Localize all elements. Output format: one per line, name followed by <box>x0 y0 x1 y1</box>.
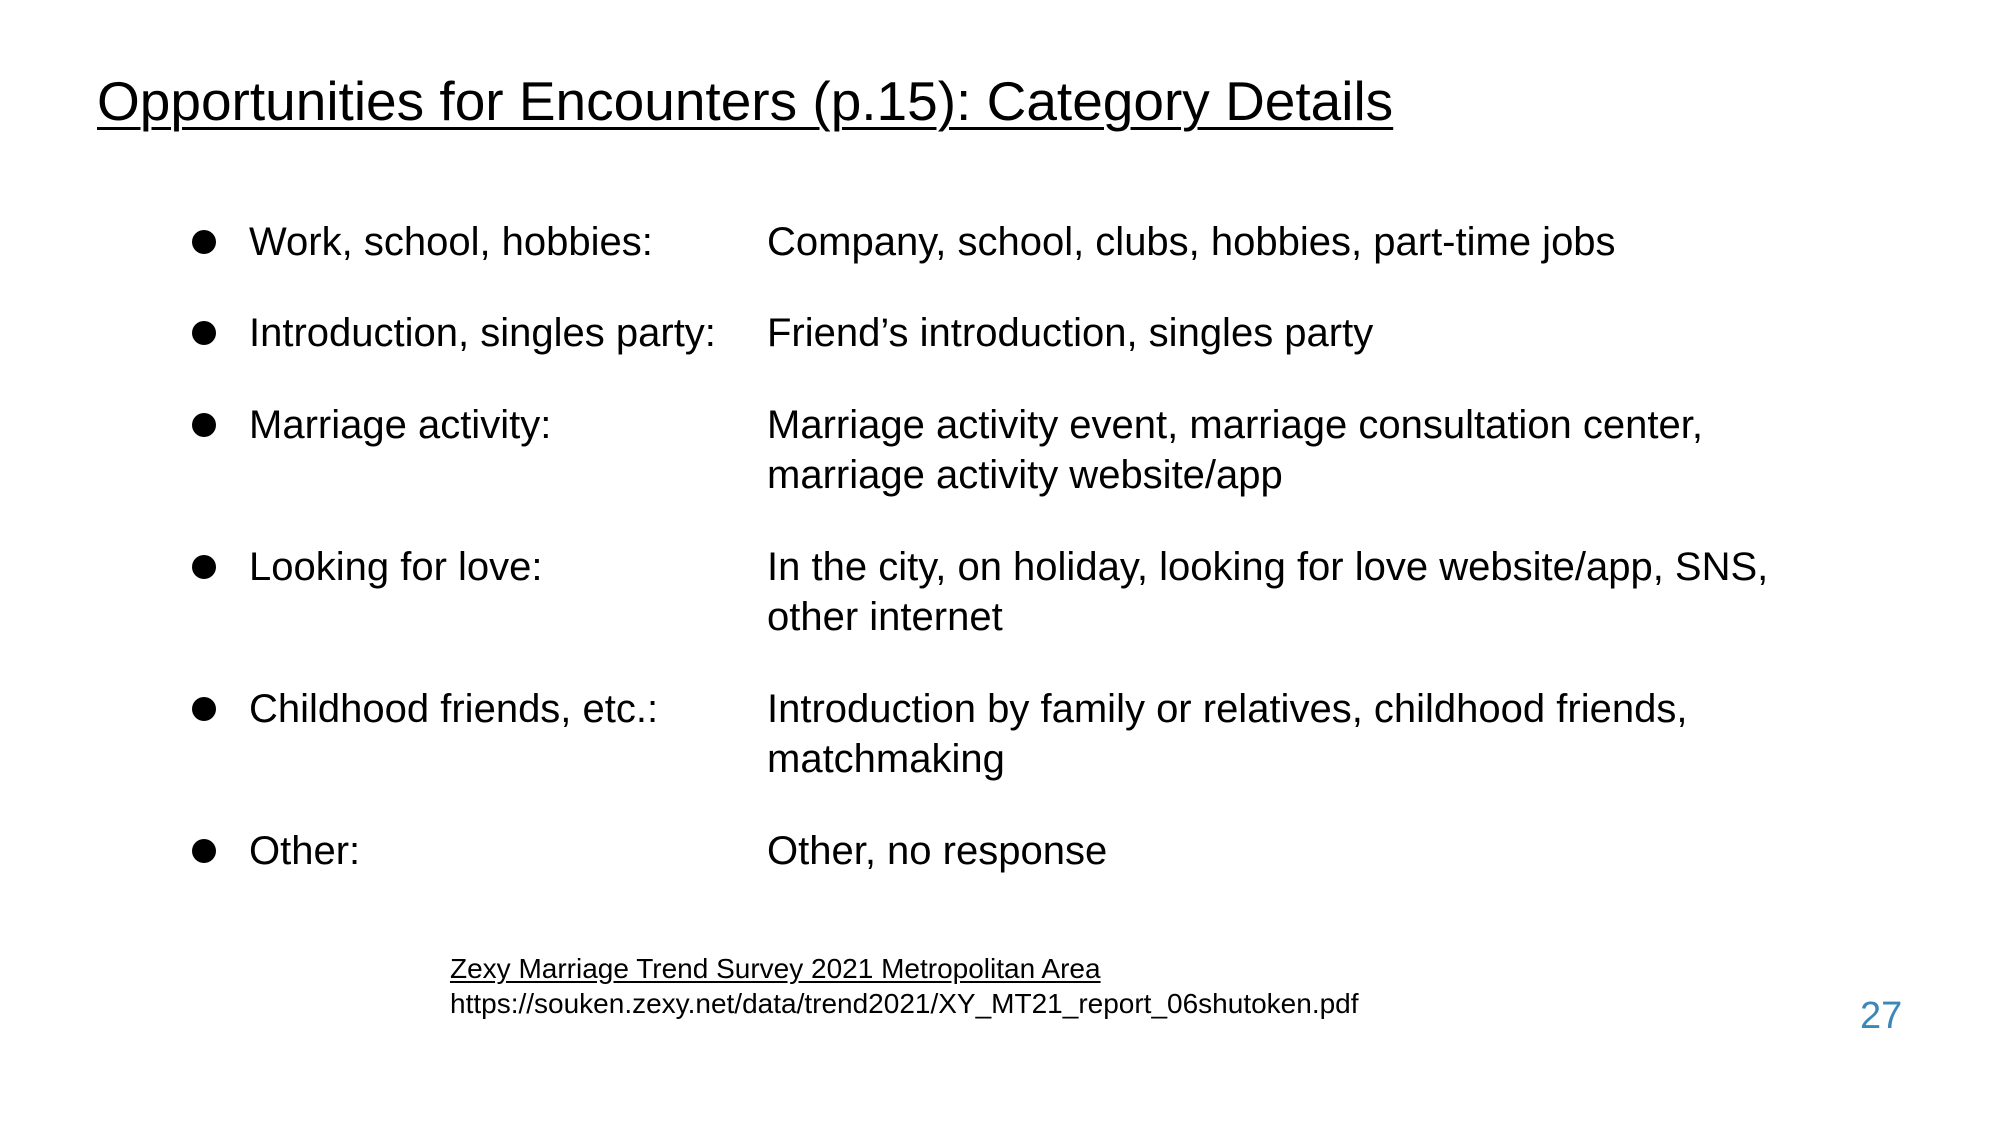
bullet-icon <box>192 321 216 345</box>
category-detail <box>767 308 1373 358</box>
page-number: 27 <box>1860 995 1903 1037</box>
category-detail <box>767 217 1616 267</box>
detail-line: Marriage activity event, marriage consultation center, <box>767 403 1703 447</box>
bullet-icon <box>192 230 216 254</box>
category-label: Looking for love: <box>249 545 543 589</box>
bullet-icon <box>192 697 216 721</box>
detail-line: In the city, on holiday, looking for love website/app, SNS, <box>767 545 1769 589</box>
category-detail <box>767 542 1768 642</box>
detail-line: marriage activity website/app <box>767 453 1283 497</box>
category-label: Childhood friends, etc.: <box>249 687 659 731</box>
category-detail <box>767 684 1687 784</box>
slide-title: Opportunities for Encounters (p.15): Category Details <box>97 70 1394 132</box>
detail-line: Company, school, clubs, hobbies, part-time jobs <box>767 220 1616 264</box>
category-label: Introduction, singles party: <box>249 311 716 355</box>
bullet-icon <box>192 839 216 863</box>
category-detail <box>767 826 1107 876</box>
source-url: https://souken.zexy.net/data/trend2021/XY_MT21_report_06shutoken.pdf <box>450 988 1359 1019</box>
detail-line: Friend’s introduction, singles party <box>767 311 1374 355</box>
detail-line: Other, no response <box>767 829 1108 873</box>
bullet-icon <box>192 555 216 579</box>
detail-line: Introduction by family or relatives, childhood friends, <box>767 687 1688 731</box>
bullet-icon <box>192 413 216 437</box>
source-citation <box>450 951 1359 1021</box>
detail-line: other internet <box>767 595 1003 639</box>
category-label: Marriage activity: <box>249 403 552 447</box>
category-detail <box>767 400 1703 500</box>
category-label: Other: <box>249 829 361 873</box>
category-label: Work, school, hobbies: <box>249 220 653 264</box>
detail-line: matchmaking <box>767 737 1005 781</box>
source-title-link[interactable]: Zexy Marriage Trend Survey 2021 Metropolitan Area <box>450 953 1101 984</box>
